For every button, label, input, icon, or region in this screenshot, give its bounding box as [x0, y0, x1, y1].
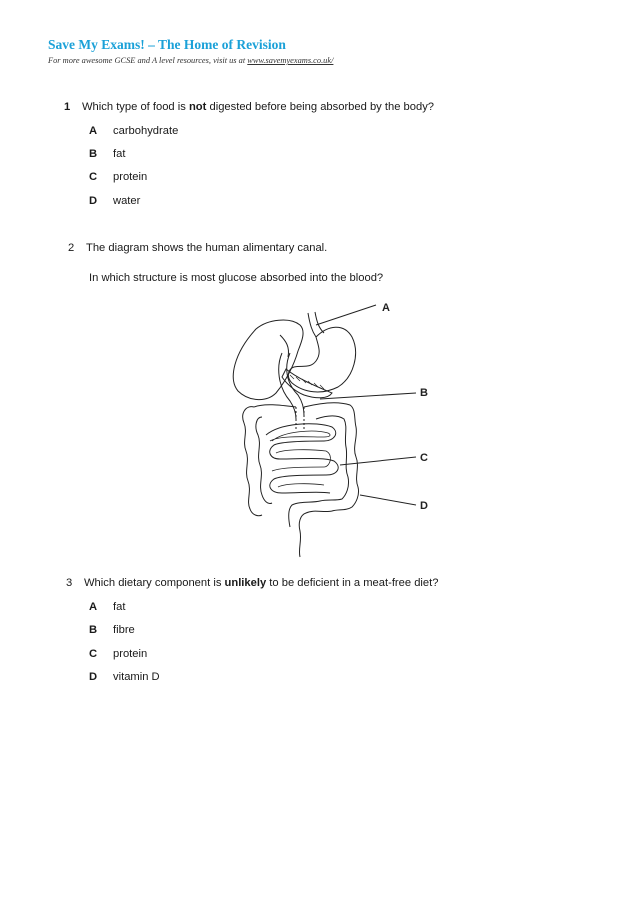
leader-line-a	[316, 305, 376, 325]
leader-line-c	[340, 457, 416, 465]
option-letter: D	[89, 671, 98, 683]
option-text: water	[113, 195, 141, 207]
option-letter: D	[89, 195, 98, 207]
duodenum	[279, 353, 304, 419]
alimentary-canal-diagram	[220, 295, 440, 560]
option-letter: B	[89, 624, 98, 636]
header-subtitle	[48, 56, 333, 65]
option-text: protein	[113, 648, 148, 660]
option-letter: A	[89, 601, 98, 613]
question-text: Which dietary component is	[84, 577, 225, 589]
page-title: Save My Exams! – The Home of Revision	[48, 37, 286, 52]
question-emphasis: unlikely	[224, 577, 267, 589]
option-text: protein	[113, 171, 148, 183]
option-letter: C	[89, 171, 98, 183]
leader-line-b	[320, 393, 416, 399]
diagram-label-a: A	[382, 302, 390, 314]
option-letter: C	[89, 648, 98, 660]
question-text-end: to be deficient in a meat-free diet?	[266, 577, 439, 589]
option-text: fibre	[113, 624, 135, 636]
question-number: 1	[64, 101, 71, 113]
question-number: 2	[68, 242, 75, 254]
diagram-label-c: C	[420, 452, 428, 464]
question-text-end: digested before being absorbed by the body?	[206, 101, 435, 113]
question-1	[64, 101, 434, 113]
large-intestine	[243, 403, 359, 557]
question-2	[68, 242, 327, 254]
option-letter: B	[89, 148, 98, 160]
question-3	[66, 577, 438, 589]
website-link[interactable]: www.savemyexams.co.uk/	[247, 56, 334, 65]
question-number: 3	[66, 577, 73, 589]
option-text: vitamin D	[113, 671, 160, 683]
diagram-label-b: B	[420, 387, 428, 399]
option-letter: A	[89, 125, 98, 137]
small-intestine	[266, 424, 338, 493]
subtitle-text: For more awesome GCSE and A level resources, visit us at	[48, 56, 248, 65]
option-text: fat	[113, 601, 126, 613]
diagram-label-d: D	[420, 500, 428, 512]
option-text: fat	[113, 148, 126, 160]
option-text: carbohydrate	[113, 125, 179, 137]
question-text: Which type of food is	[82, 101, 189, 113]
question-emphasis: not	[188, 101, 207, 113]
stomach	[288, 327, 355, 392]
question-2-prompt: In which structure is most glucose absorbed into the blood?	[89, 272, 384, 284]
leader-line-d	[360, 495, 416, 505]
question-text: The diagram shows the human alimentary canal.	[86, 242, 328, 254]
